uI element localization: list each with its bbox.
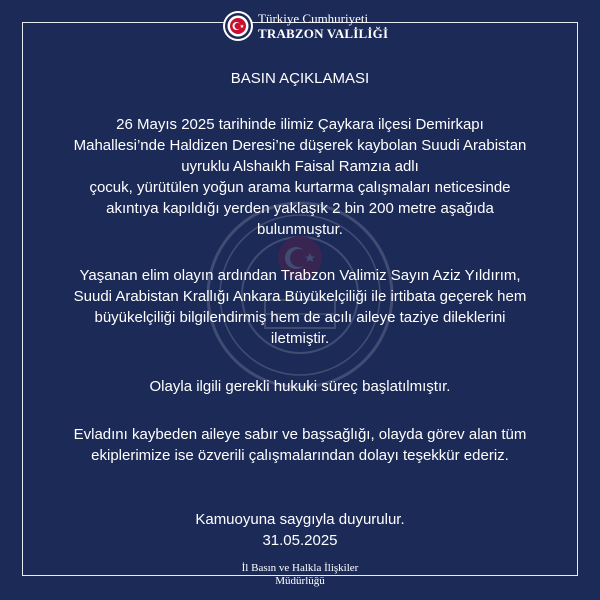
header [0,6,600,46]
text-line: 26 Mayıs 2025 tarihinde ilimiz Çaykara ilçesi Demirkapı [116,116,484,133]
text-line: akıntıya kapıldığı yerden yaklaşık 2 bin 200 metre aşağıda [106,200,494,217]
document-title: BASIN AÇIKLAMASI [230,70,370,87]
header-institution-name: TRABZON VALİLİĞİ [258,26,389,41]
text-line: bulunmuştur. [257,221,343,238]
footer-line: Müdürlüğü [275,575,325,587]
governorship-seal-icon [222,10,254,42]
text-line: Olayla ilgili gerekli hukuki süreç başlatılmıştır. [149,378,451,395]
text-line: Suudi Arabistan Krallığı Ankara Büyükelçiliği ile irtibata geçerek hem [73,288,527,305]
header-state-name: Türkiye Cumhuriyeti [258,11,369,26]
paragraph-condolence [40,265,560,349]
text-line: büyükelçiliği bilgilendirmiş hem de acılı aileye taziye dileklerini [94,309,506,326]
closing-statement: Kamuoyuna saygıyla duyurulur. [195,511,405,528]
paragraph-thanks [40,424,560,466]
text-line: uyruklu Alshaıkh Faisal Ramzıa adlı [181,158,419,175]
text-line: Evladını kaybeden aileye sabır ve başsağlığı, olayda görev alan tüm [73,426,527,443]
text-line: ekiplerimize ise özverili çalışmalarından dolayı teşekkür ederiz. [91,447,509,464]
text-line: Mahallesi’nde Haldizen Deresi’ne düşerek kaybolan Suudi Arabistan [73,137,527,154]
footer-line: İl Basın ve Halkla İlişkiler [241,562,359,574]
text-line: Yaşanan elim olayın ardından Trabzon Valimiz Sayın Aziz Yıldırım, [79,267,521,284]
text-line: çocuk, yürütülen yoğun arama kurtarma çalışmaları neticesinde [89,179,511,196]
footer-department [0,562,600,588]
text-line: iletmiştir. [270,330,330,347]
paragraph-legal-process [40,376,560,397]
paragraph-incident [40,114,560,240]
document-date: 31.05.2025 [262,532,338,549]
